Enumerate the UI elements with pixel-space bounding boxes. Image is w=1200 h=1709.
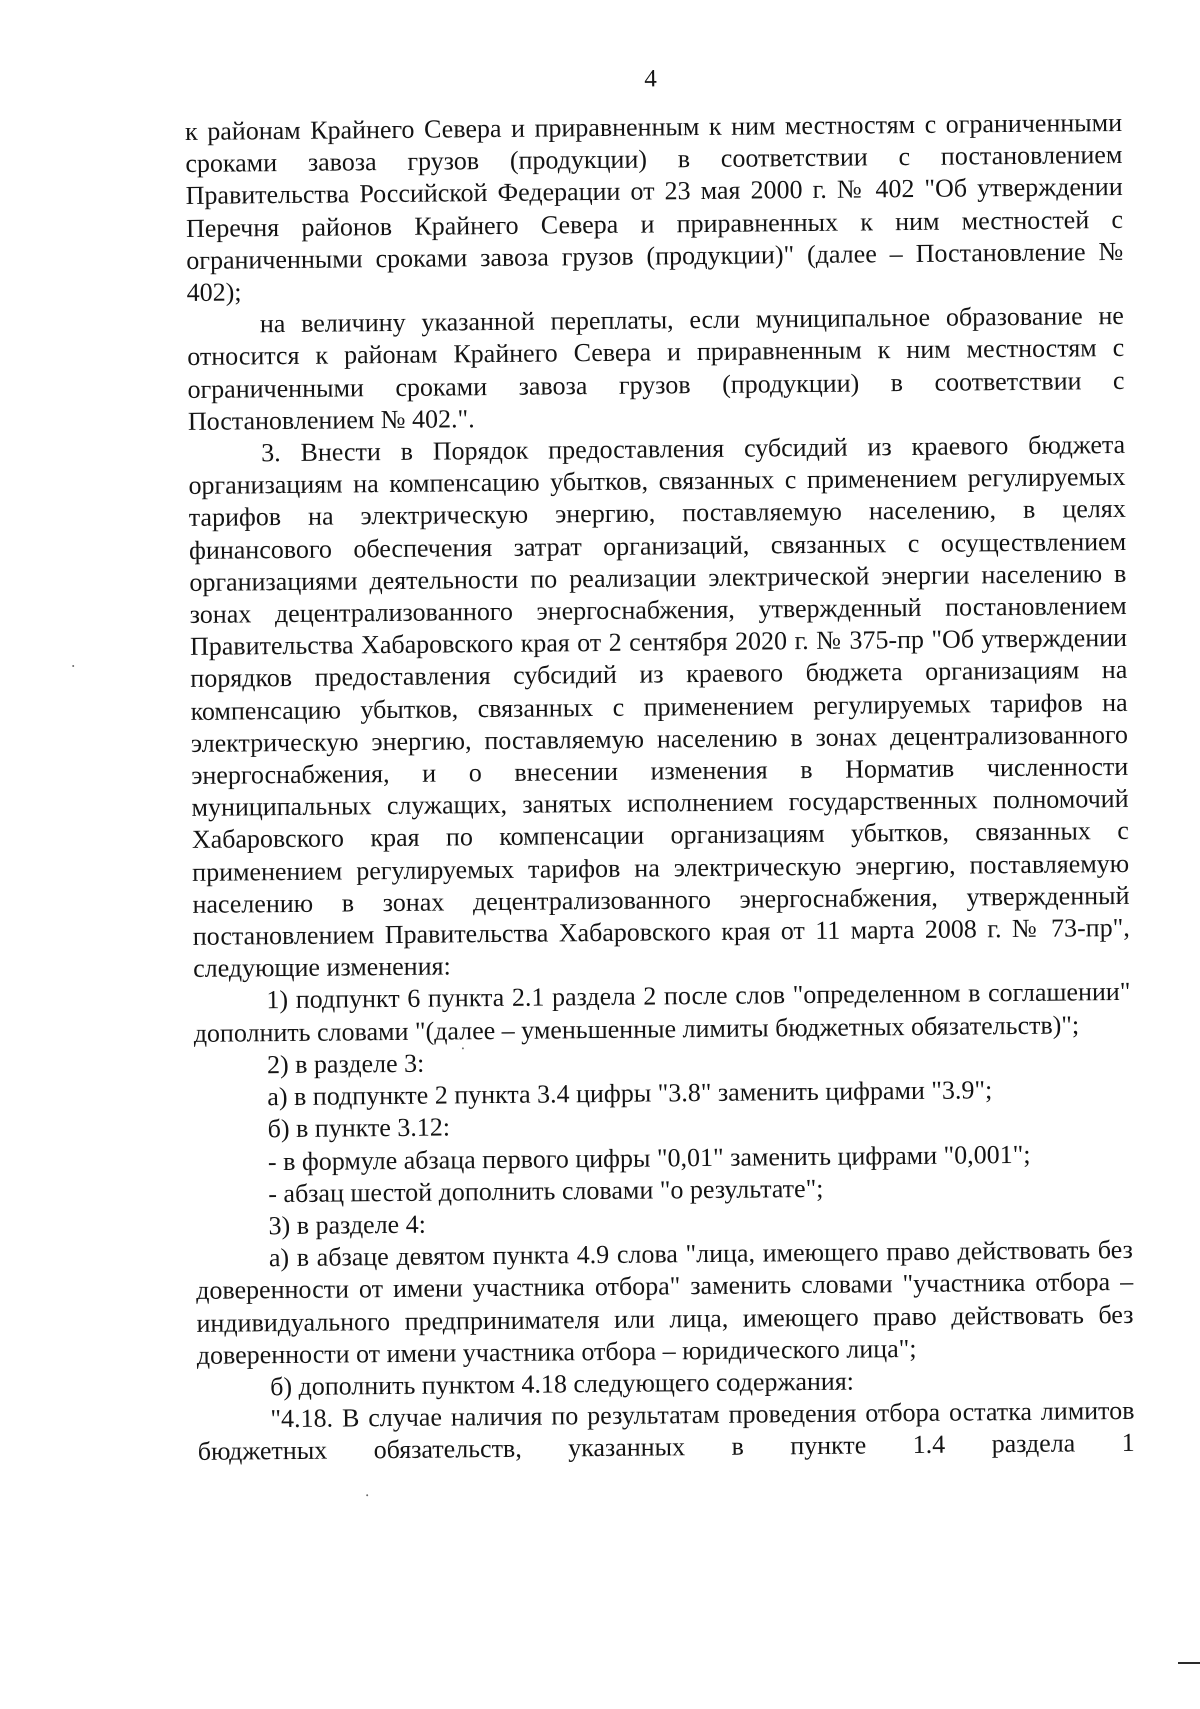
page-number: 4: [644, 65, 657, 93]
scan-speck: [366, 1494, 368, 1496]
paragraph-subitem-2b: б) в пункте 3.12:: [267, 1112, 451, 1144]
paragraph-item-3: 3. Внести в Порядок предоставления субсидий из краевого бюджета организациям на компенсацию убытков, связанных с применением регулируемых тарифов на электрическую энергию, поставляемую населению, в целях финансового обеспечения затрат организаций, связанных с осуществлением организациями деятельности по реализации электрической энергии населению в зонах децентрализованного энергоснабжения, утвержденный постановлением Правительства Хабаровского края от 2 сентября 2020 г. № 375-пр "Об утверждении порядков предоставления субсидий из краевого бюджета организациям на компенсацию убытков, связанных с применением регулируемых тарифов на электрическую энергию, поставляемую населению в зонах децентрализованного энергоснабжения, и о внесении изменения в Норматив численности муниципальных служащих, занятых исполнением государственных полномочий Хабаровского края по компенсации организациям убытков, связанных с применением регулируемых тарифов на электрическую энергию, поставляемую населению в зонах децентрализованного энергоснабжения, утвержденный постановлением Правительства Хабаровского края от 11 марта 2008 г. № 73-пр", следующие изменения:: [188, 429, 1130, 984]
paragraph-subitem-2a: а) в подпункте 2 пункта 3.4 цифры "3.8" заменить цифрами "3.9";: [267, 1075, 993, 1112]
paragraph-point-4-18: "4.18. В случае наличия по результатам проведения отбора остатка лимитов бюджетных обязательств, указанных в пункте 1.4 раздела 1: [197, 1396, 1135, 1467]
paragraph-continuation-regions: к районам Крайнего Севера и приравненным к ним местностям с ограниченными сроками завоза грузов (продукции) в соответствии с постановлением Правительства Российской Федерации от 23 мая 2000 г. № 402 "Об утверждении Перечня районов Крайнего Севера и приравненных к ним местностей с ограниченными сроками завоза грузов (продукции)" (далее – Постановление № 402);: [184, 107, 1124, 307]
paragraph-subitem-1: 1) подпункт 6 пункта 2.1 раздела 2 после слов "определенном в соглашении" дополнить словами "(далее – уменьшенные лимиты бюджетных обязательств)";: [193, 977, 1131, 1048]
document-body: [185, 107, 1135, 1468]
scan-speck: [72, 665, 74, 667]
paragraph-overpayment: на величину указанной переплаты, если муниципальное образование не относится к районам Крайнего Севера и приравненным к ним местностям с ограниченными сроками завоза грузов (продукции) в соответствии с Постановлением № 402.".: [187, 301, 1125, 436]
scan-speck: [462, 1047, 464, 1049]
paragraph-subitem-3a: а) в абзаце девятом пункта 4.9 слова "лица, имеющего право действовать без доверенности от имени участника отбора" заменить словами "участника отбора – индивидуального предпринимателя или лица, имеющего право действовать без доверенности от имени участника отбора – юридического лица";: [196, 1235, 1134, 1370]
paragraph-subitem-3: 3) в разделе 4:: [268, 1209, 427, 1241]
scan-edge-mark: [1178, 1662, 1200, 1664]
paragraph-dash-sixth: - абзац шестой дополнить словами "о результате";: [268, 1173, 824, 1208]
paragraph-subitem-2: 2) в разделе 3:: [266, 1048, 425, 1080]
paragraph-subitem-3b: б) дополнить пунктом 4.18 следующего содержания:: [269, 1366, 855, 1402]
paragraph-dash-formula: - в формуле абзаца первого цифры "0,01" заменить цифрами "0,001";: [267, 1139, 1031, 1176]
